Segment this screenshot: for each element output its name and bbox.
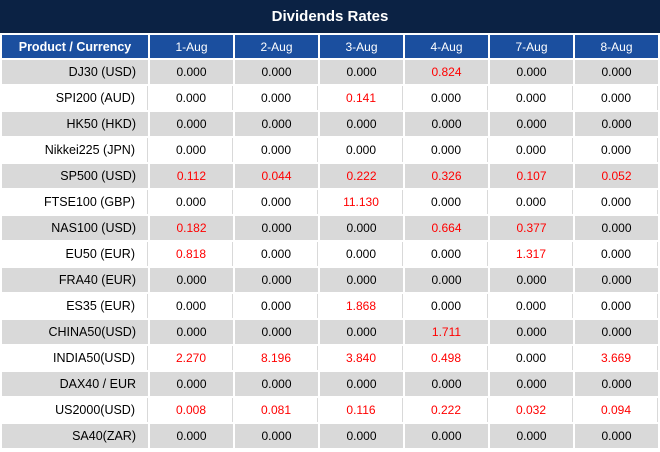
dividend-value-cell: 0.000 [490,424,573,448]
date-column-header: 1-Aug [150,35,233,58]
table-row [2,320,658,344]
dividend-value-cell: 0.000 [490,372,573,396]
table-row [2,346,658,370]
dividend-value-cell: 0.000 [405,190,488,214]
dividend-value-cell: 0.000 [490,294,573,318]
dividend-value-cell: 0.000 [575,242,658,266]
dividend-value-cell: 0.081 [235,398,318,422]
dividend-value-cell: 0.000 [405,242,488,266]
dividend-value-cell: 0.112 [150,164,233,188]
table-body [2,60,658,448]
dividend-value-cell: 0.000 [235,190,318,214]
dividend-value-cell: 0.000 [405,138,488,162]
table-row [2,268,658,292]
dividend-value-cell: 0.498 [405,346,488,370]
dividend-value-cell: 0.008 [150,398,233,422]
header-row [2,35,658,58]
date-column-header: 4-Aug [405,35,488,58]
dividend-value-cell: 3.669 [575,346,658,370]
date-column-header: 3-Aug [320,35,403,58]
dividend-value-cell: 0.116 [320,398,403,422]
dividend-value-cell: 0.000 [320,242,403,266]
dividend-value-cell: 0.377 [490,216,573,240]
dividend-value-cell: 0.000 [150,424,233,448]
dividend-value-cell: 0.000 [235,320,318,344]
table-row [2,372,658,396]
dividend-value-cell: 0.000 [235,138,318,162]
product-cell: EU50 (EUR) [2,242,148,266]
table-row [2,216,658,240]
dividend-value-cell: 0.000 [150,320,233,344]
dividend-value-cell: 0.000 [320,216,403,240]
table-row [2,60,658,84]
dividend-value-cell: 0.000 [490,86,573,110]
dividend-value-cell: 0.000 [320,138,403,162]
dividend-value-cell: 0.000 [320,424,403,448]
dividend-value-cell: 0.000 [320,112,403,136]
product-cell: ES35 (EUR) [2,294,148,318]
dividend-value-cell: 0.000 [575,216,658,240]
dividend-value-cell: 0.000 [150,60,233,84]
dividend-value-cell: 0.000 [150,268,233,292]
dividend-value-cell: 1.868 [320,294,403,318]
dividend-value-cell: 0.000 [235,372,318,396]
dividend-value-cell: 0.000 [405,268,488,292]
product-column-header: Product / Currency [2,35,148,58]
dividend-value-cell: 0.000 [150,190,233,214]
dividend-value-cell: 0.000 [320,320,403,344]
dividend-value-cell: 0.000 [490,346,573,370]
dividend-value-cell: 0.107 [490,164,573,188]
dividend-value-cell: 0.000 [405,294,488,318]
dividend-value-cell: 0.000 [405,424,488,448]
dividend-value-cell: 0.000 [575,60,658,84]
product-cell: FTSE100 (GBP) [2,190,148,214]
table-row [2,424,658,448]
product-cell: DJ30 (USD) [2,60,148,84]
dividend-value-cell: 0.000 [575,294,658,318]
dividends-table [0,33,660,450]
dividend-value-cell: 0.000 [490,190,573,214]
dividend-value-cell: 0.000 [490,60,573,84]
dividend-value-cell: 0.326 [405,164,488,188]
dividend-value-cell: 0.818 [150,242,233,266]
dividend-value-cell: 0.000 [150,112,233,136]
product-cell: SP500 (USD) [2,164,148,188]
dividend-value-cell: 0.000 [235,216,318,240]
dividend-value-cell: 0.000 [235,86,318,110]
product-cell: INDIA50(USD) [2,346,148,370]
dividend-value-cell: 0.000 [575,138,658,162]
dividend-value-cell: 1.711 [405,320,488,344]
product-cell: FRA40 (EUR) [2,268,148,292]
dividend-value-cell: 0.000 [320,60,403,84]
product-cell: CHINA50(USD) [2,320,148,344]
product-cell: NAS100 (USD) [2,216,148,240]
dividend-value-cell: 0.000 [575,112,658,136]
dividend-value-cell: 0.000 [575,268,658,292]
page-title: Dividends Rates [0,0,660,33]
dividend-value-cell: 0.000 [235,294,318,318]
date-column-header: 7-Aug [490,35,573,58]
table-row [2,398,658,422]
product-cell: SPI200 (AUD) [2,86,148,110]
dividend-value-cell: 0.182 [150,216,233,240]
dividend-value-cell: 0.000 [320,268,403,292]
table-row [2,294,658,318]
product-cell: Nikkei225 (JPN) [2,138,148,162]
dividend-value-cell: 0.000 [405,112,488,136]
dividend-value-cell: 0.000 [575,424,658,448]
table-row [2,190,658,214]
dividend-value-cell: 0.000 [575,86,658,110]
dividend-value-cell: 0.000 [575,190,658,214]
dividend-value-cell: 0.000 [575,372,658,396]
dividend-value-cell: 0.000 [320,372,403,396]
dividend-value-cell: 11.130 [320,190,403,214]
dividend-value-cell: 1.317 [490,242,573,266]
dividend-value-cell: 0.000 [235,424,318,448]
product-cell: DAX40 / EUR [2,372,148,396]
date-column-header: 2-Aug [235,35,318,58]
dividend-value-cell: 0.222 [320,164,403,188]
dividend-value-cell: 0.000 [490,268,573,292]
product-cell: HK50 (HKD) [2,112,148,136]
dividend-value-cell: 0.044 [235,164,318,188]
table-row [2,242,658,266]
dividend-value-cell: 0.000 [490,320,573,344]
dividend-value-cell: 0.032 [490,398,573,422]
dividend-value-cell: 0.664 [405,216,488,240]
dividend-value-cell: 0.000 [150,86,233,110]
dividend-value-cell: 0.000 [490,138,573,162]
dividend-value-cell: 0.000 [150,138,233,162]
dividend-value-cell: 0.000 [150,294,233,318]
dividend-value-cell: 0.000 [405,86,488,110]
dividend-value-cell: 0.000 [235,112,318,136]
table-row [2,164,658,188]
dividend-value-cell: 0.000 [235,268,318,292]
product-cell: US2000(USD) [2,398,148,422]
dividend-value-cell: 0.222 [405,398,488,422]
dividend-value-cell: 0.000 [235,60,318,84]
dividend-value-cell: 0.000 [490,112,573,136]
dividend-value-cell: 0.000 [150,372,233,396]
dividend-value-cell: 0.000 [575,320,658,344]
dividend-value-cell: 8.196 [235,346,318,370]
date-column-header: 8-Aug [575,35,658,58]
dividend-value-cell: 0.824 [405,60,488,84]
dividend-value-cell: 3.840 [320,346,403,370]
dividend-value-cell: 0.052 [575,164,658,188]
product-cell: SA40(ZAR) [2,424,148,448]
table-row [2,138,658,162]
dividend-value-cell: 0.000 [235,242,318,266]
table-row [2,112,658,136]
dividend-value-cell: 0.000 [405,372,488,396]
dividend-value-cell: 2.270 [150,346,233,370]
dividend-value-cell: 0.094 [575,398,658,422]
table-row [2,86,658,110]
dividend-value-cell: 0.141 [320,86,403,110]
